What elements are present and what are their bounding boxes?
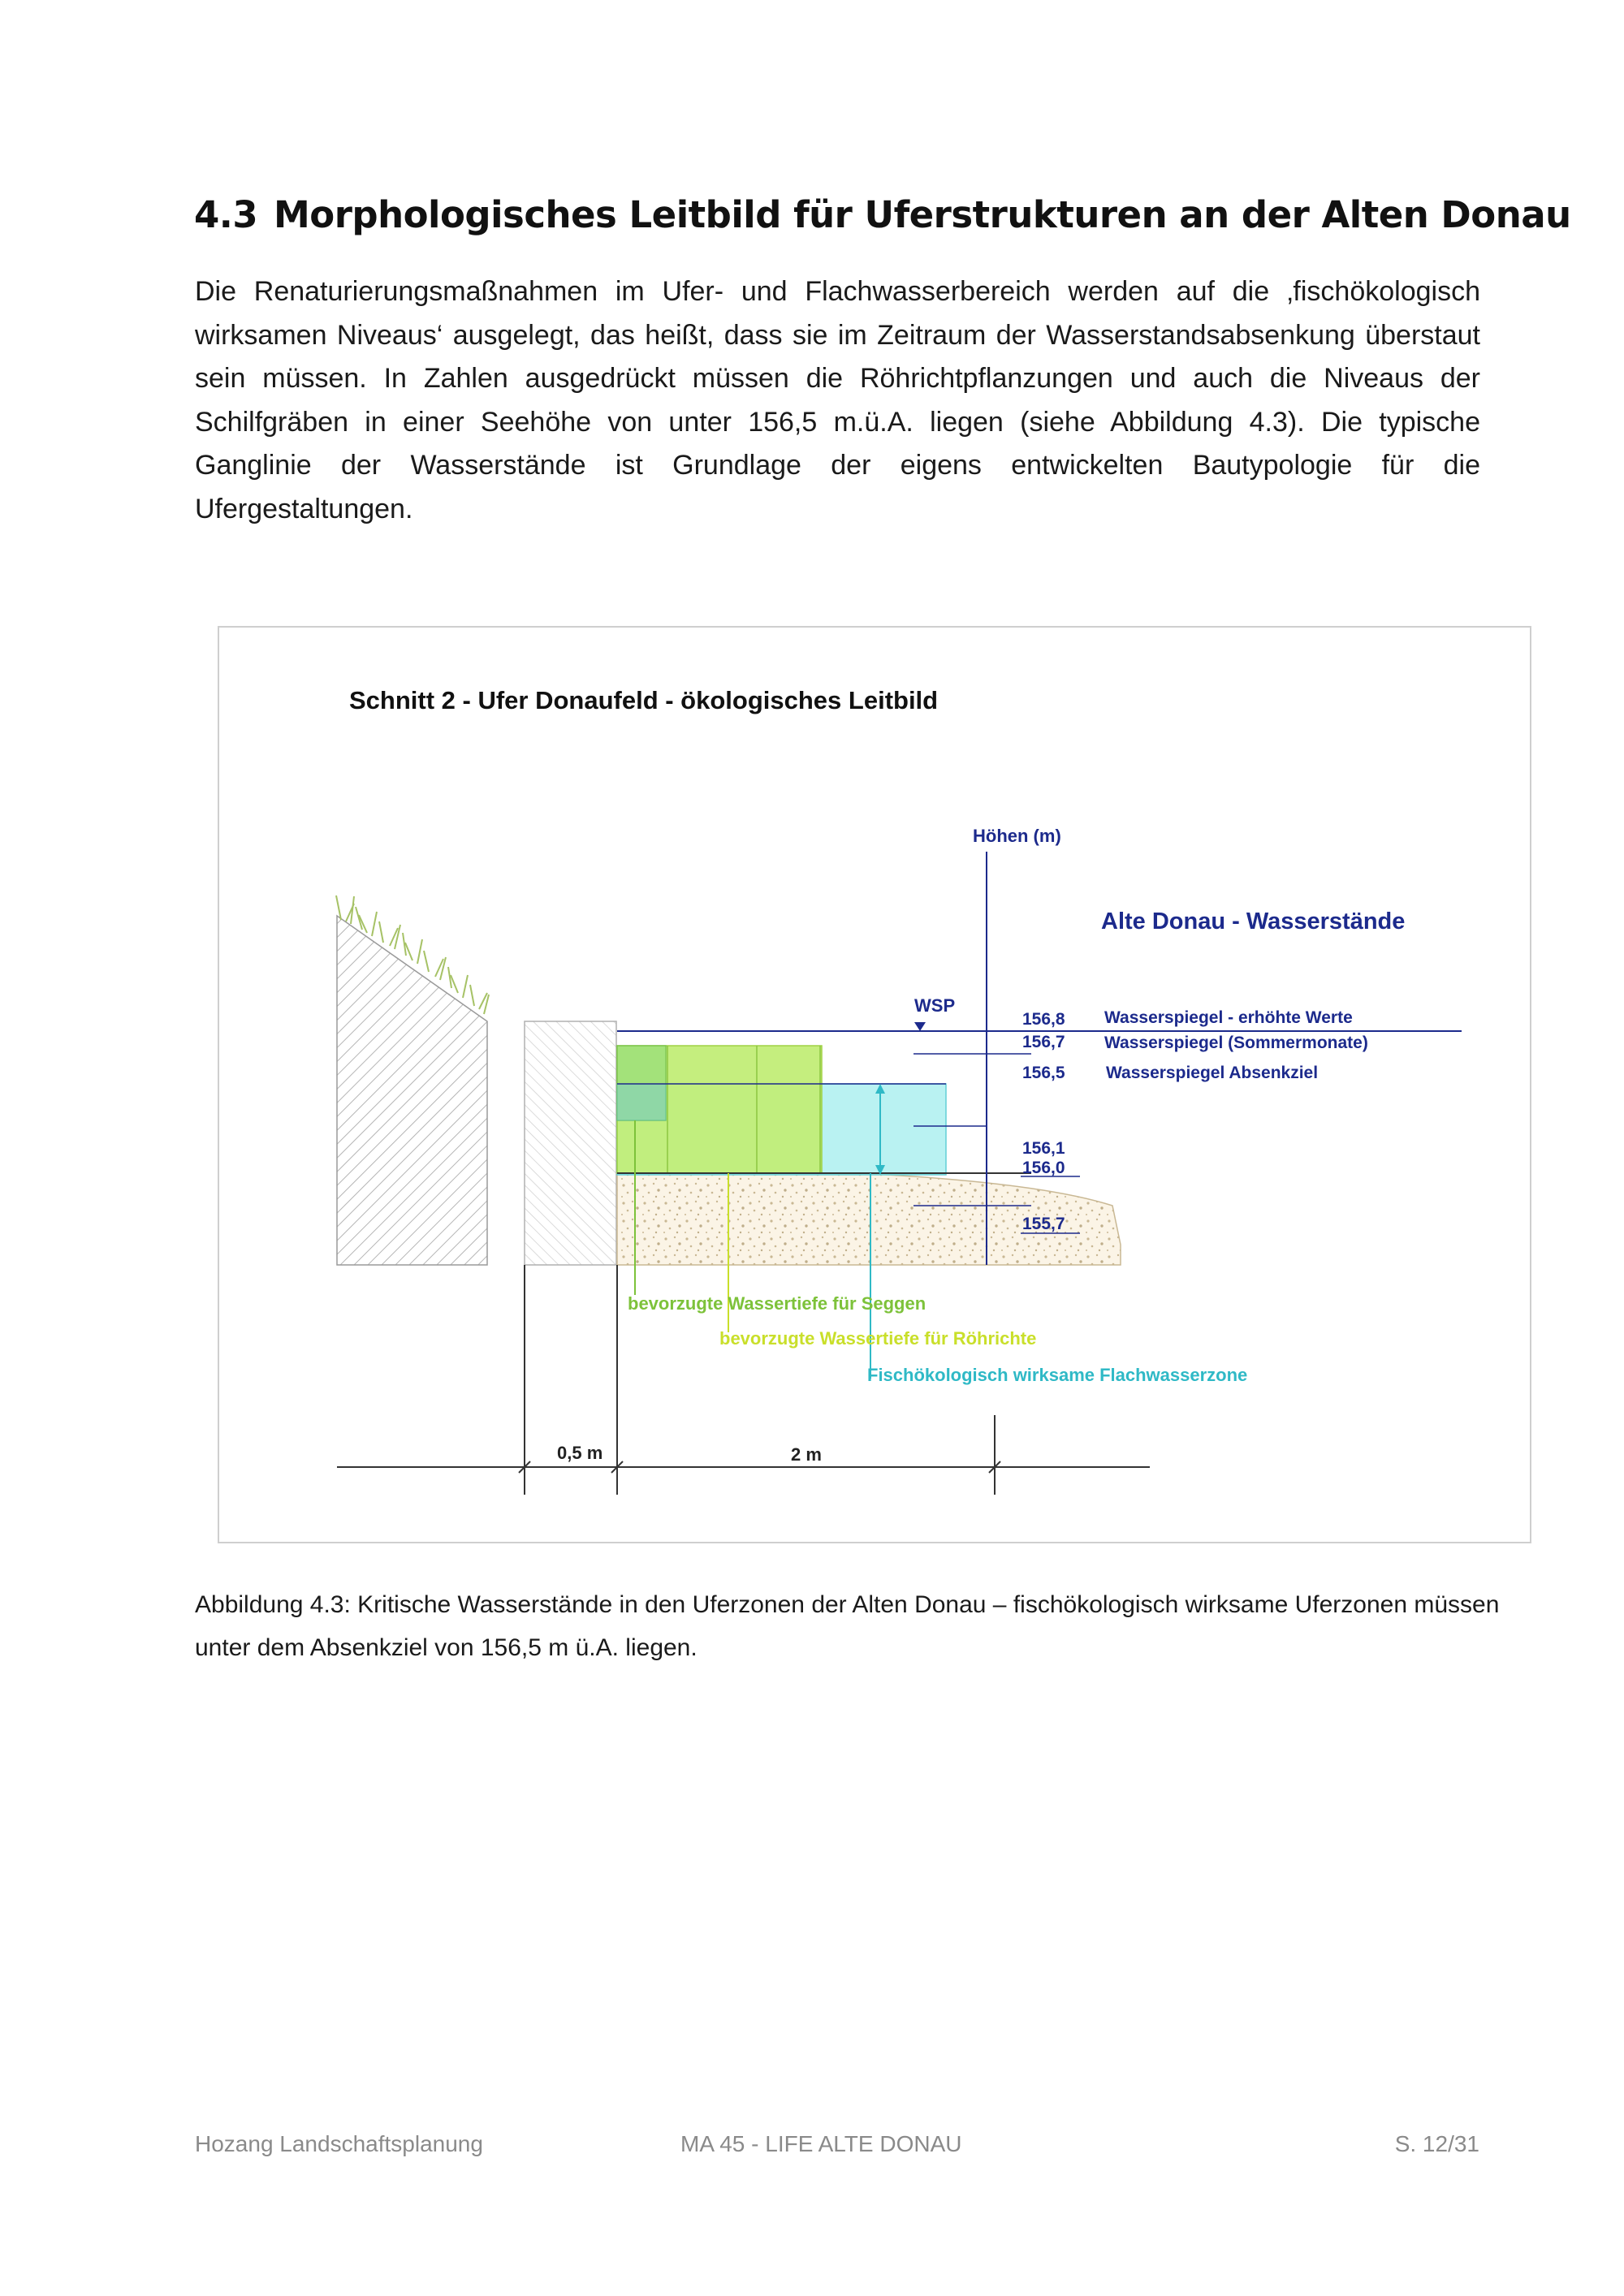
figure-subtitle: Alte Donau - Wasserstände bbox=[1101, 908, 1406, 934]
footer-page-number: S. 12/31 bbox=[1394, 2131, 1479, 2156]
figure-title: Schnitt 2 - Ufer Donaufeld - ökologisches Leitbild bbox=[349, 686, 939, 714]
dimension-label: 0,5 m bbox=[557, 1443, 603, 1463]
section-heading bbox=[194, 193, 1571, 236]
axis-label: Höhen (m) bbox=[973, 826, 1061, 846]
body-paragraph: Die Renaturierungsmaßnahmen im Ufer- und Flachwasserbereich werden auf die ‚fischökologisch wirksamen Niveaus‘ ausgelegt, das heißt, dass sie im Zeitraum der Wasserstandsabsenkung überstaut sein müssen. In Zahlen ausgedrückt müssen die Röhrichtpflanzungen und auch die Niveaus der Schilfgräben in einer Seehöhe von unter 156,5 m.ü.A. liegen (siehe Abbildung 4.3). Die typische Ganglinie der Wasserstände ist Grundlage der eigens entwickelten Bautypologie für die Ufergestaltungen. bbox=[195, 276, 1480, 524]
figure-frame bbox=[218, 626, 1531, 1543]
figure-caption: Abbildung 4.3: Kritische Wasserstände in den Uferzonen der Alten Donau – fischökologisch wirksame Uferzonen müssen unter dem Absenkziel von 156,5 m ü.A. liegen. bbox=[195, 1591, 1500, 1661]
section-number: 4.3 bbox=[194, 193, 258, 236]
dimension-label: 2 m bbox=[791, 1444, 822, 1465]
level-value: 156,1 bbox=[1022, 1139, 1065, 1158]
level-label: Wasserspiegel (Sommermonate) bbox=[1104, 1034, 1368, 1052]
embankment-slope bbox=[337, 916, 487, 1265]
section-title: Morphologisches Leitbild für Uferstrukturen an der Alten Donau bbox=[274, 193, 1571, 236]
level-value: 156,5 bbox=[1022, 1064, 1065, 1082]
wsp-triangle-icon bbox=[914, 1022, 926, 1031]
zone-label-roehrichte: bevorzugte Wassertiefe für Röhrichte bbox=[719, 1328, 1037, 1349]
level-label: Wasserspiegel Absenkziel bbox=[1106, 1064, 1319, 1082]
zone-label-flachwasser: Fischökologisch wirksame Flachwasserzone bbox=[867, 1365, 1248, 1385]
wsp-label: WSP bbox=[914, 995, 956, 1016]
level-label: Wasserspiegel - erhöhte Werte bbox=[1104, 1008, 1353, 1027]
sedge-zone-lower bbox=[617, 1084, 666, 1120]
level-value: 156,8 bbox=[1022, 1010, 1065, 1029]
wall-block bbox=[525, 1021, 616, 1265]
footer-center: MA 45 - LIFE ALTE DONAU bbox=[680, 2131, 962, 2156]
footer-left: Hozang Landschaftsplanung bbox=[195, 2131, 483, 2156]
level-value: 156,0 bbox=[1022, 1159, 1065, 1177]
level-value: 155,7 bbox=[1022, 1215, 1065, 1233]
level-value: 156,7 bbox=[1022, 1033, 1065, 1051]
cross-section-diagram bbox=[219, 628, 1533, 1545]
zone-label-seggen: bevorzugte Wassertiefe für Seggen bbox=[628, 1293, 926, 1314]
